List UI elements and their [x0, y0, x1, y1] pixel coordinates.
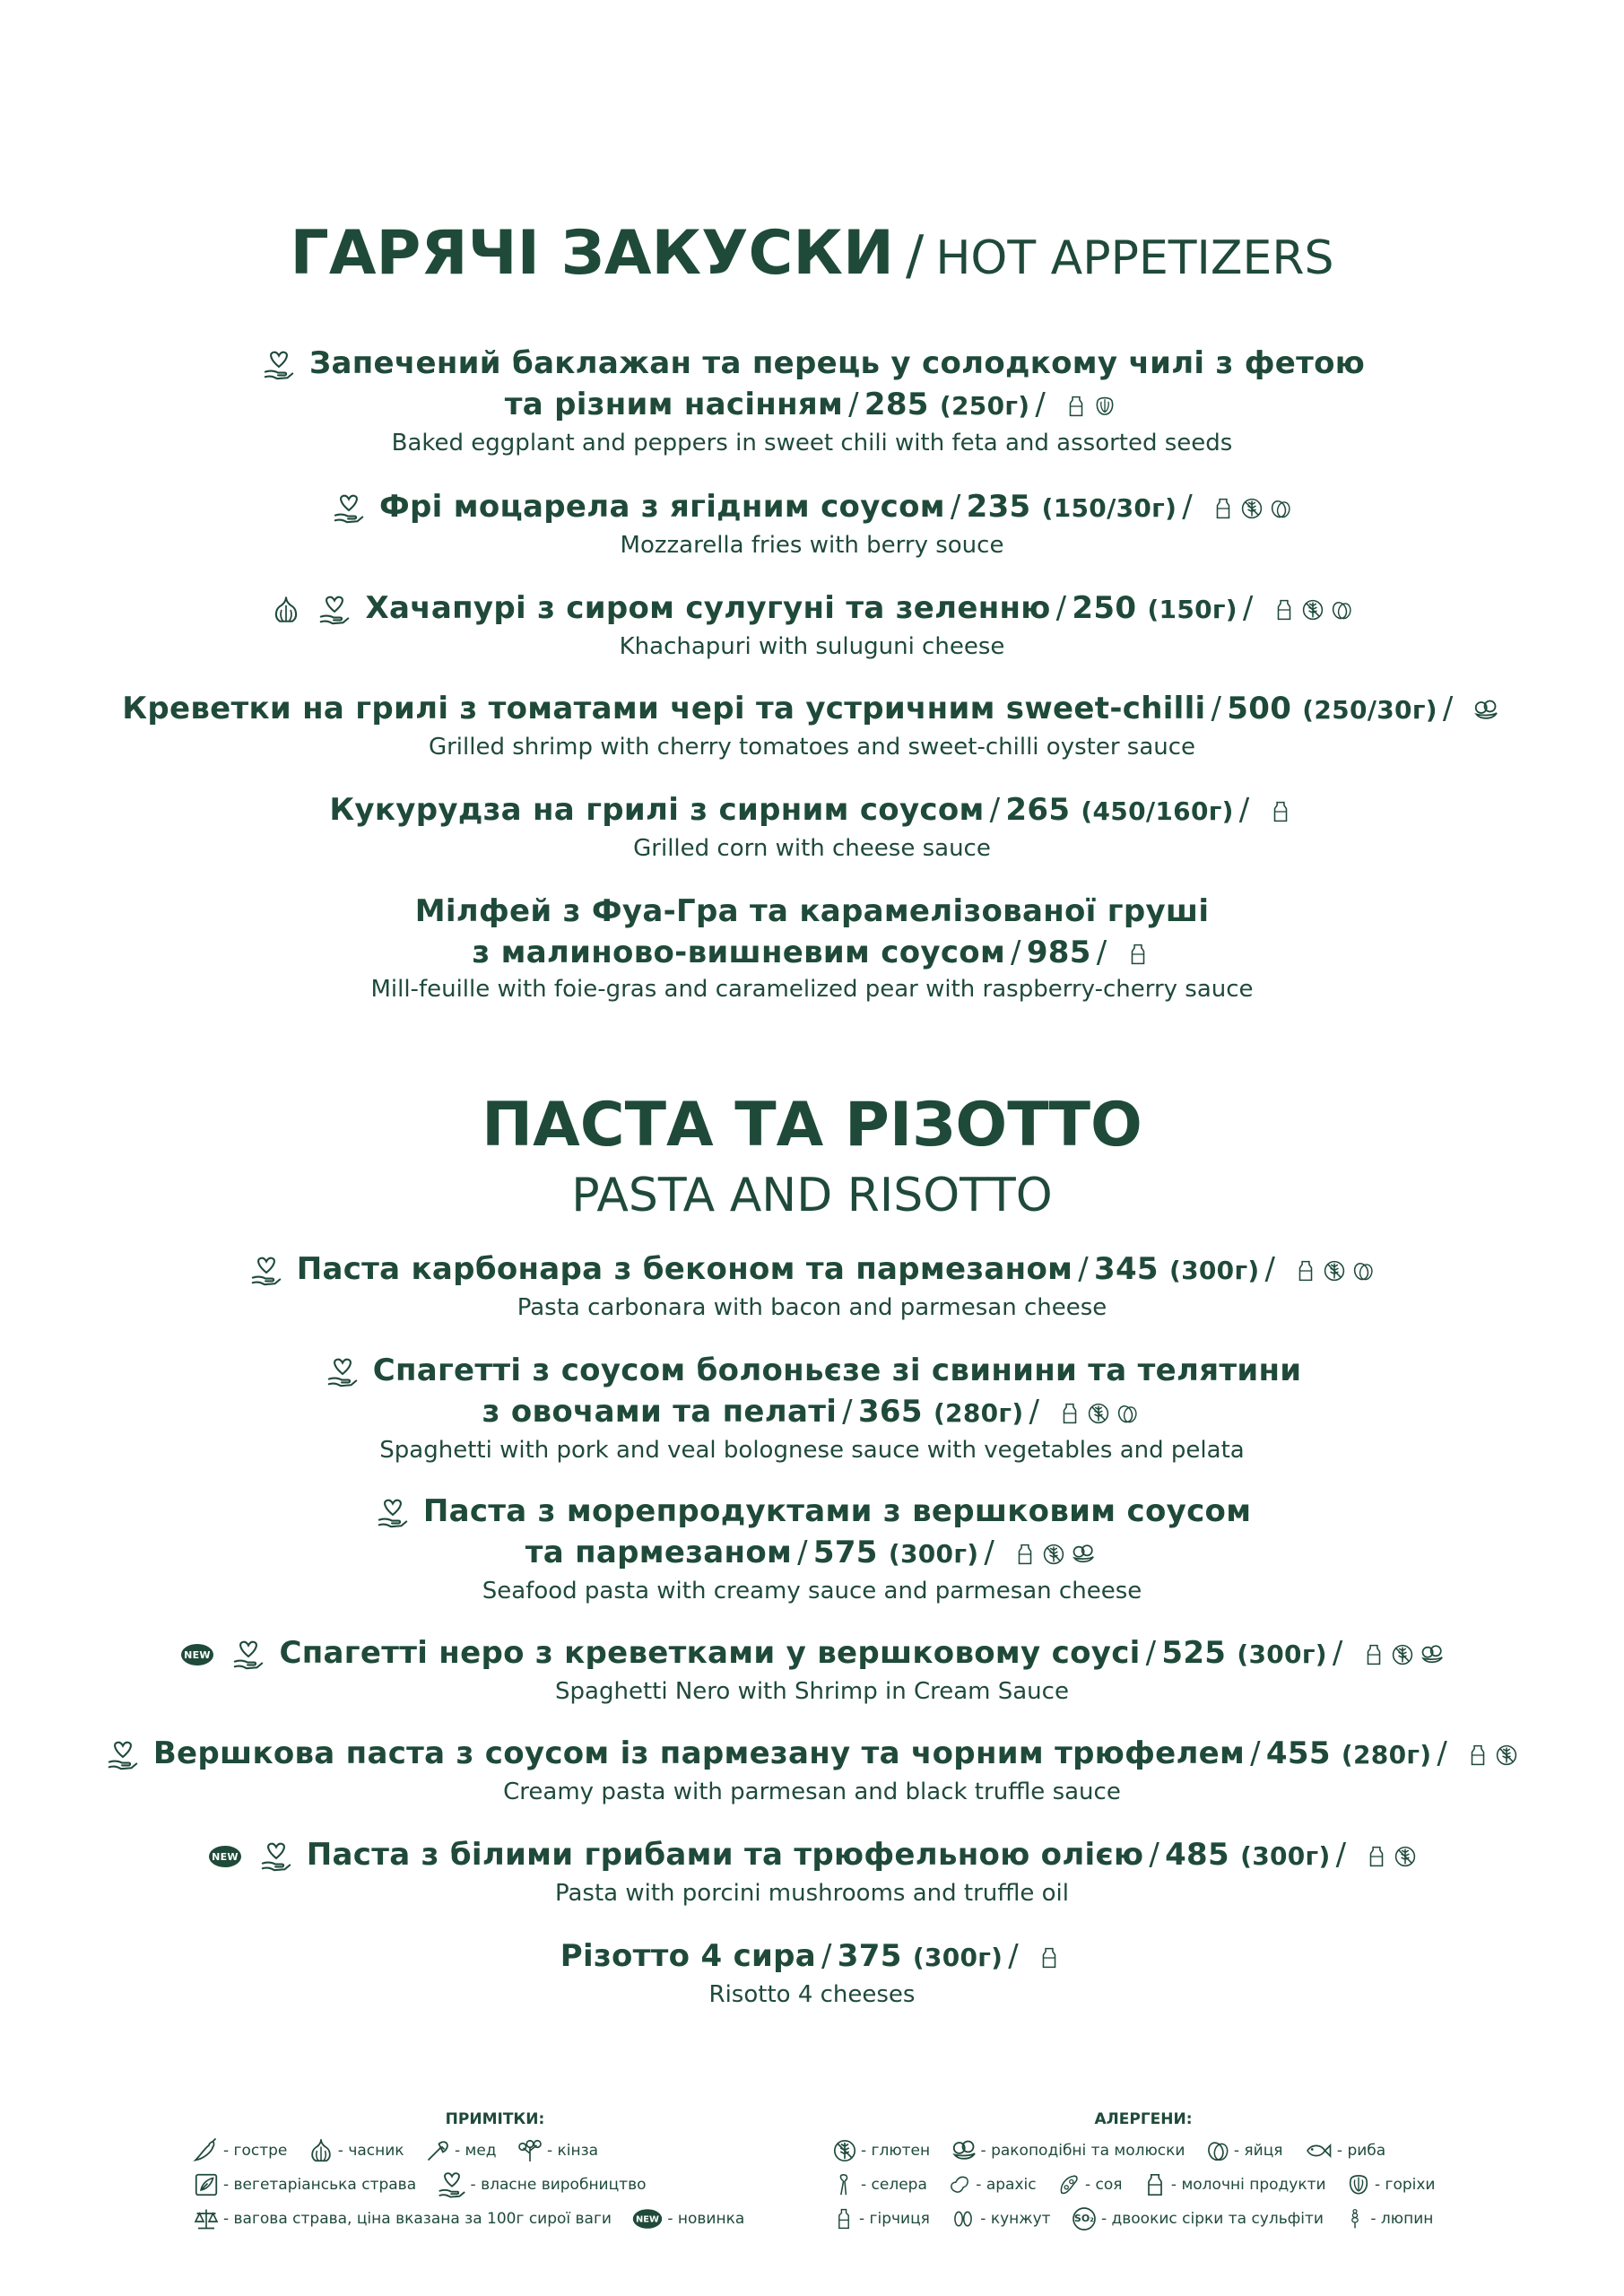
section-title-ua: ГАРЯЧІ ЗАКУСКИ: [290, 218, 894, 289]
shellfish-icon: [951, 2137, 977, 2164]
legend-peanut: - арахіс: [976, 2176, 1037, 2194]
vegetarian-icon: [193, 2171, 220, 2198]
weight: (250г): [939, 391, 1030, 421]
dairy-icon: [1038, 1946, 1061, 1970]
legend-dairy: - молочні продукти: [1170, 2176, 1326, 2194]
price: 235: [966, 489, 1031, 525]
dish-name-en: Khachapuri with suluguni cheese: [619, 633, 1005, 660]
gluten-icon: [1087, 1402, 1110, 1425]
new-icon: [631, 2203, 664, 2235]
weight: (300г): [1169, 1256, 1260, 1285]
dairy-icon: [1058, 1402, 1081, 1425]
price: 365: [857, 1394, 923, 1430]
weight: (150/30г): [1041, 493, 1177, 523]
dish-name-en: Spaghetti Nero with Shrimp in Cream Sauce: [555, 1678, 1069, 1705]
weight: (450/160г): [1081, 796, 1234, 826]
chili-icon: [193, 2137, 220, 2164]
section-title-ua: ПАСТА ТА РІЗОТТО: [482, 1090, 1142, 1161]
own-production-icon: [249, 1254, 283, 1288]
weight: (300г): [888, 1539, 979, 1569]
menu-item: Фрі моцарела з ягідним соусом / 235 (150/30г) / Mozzarella fries with berry souce: [0, 486, 1624, 561]
lupin-icon: [1343, 2206, 1367, 2231]
dairy-icon: [1272, 598, 1296, 622]
dish-name-ua: Кукурудза на грилі з сирним соусом: [329, 792, 985, 828]
sulfites-icon: [1071, 2205, 1098, 2232]
dish-name-ua-cont: з малиново-вишневим соусом: [472, 935, 1006, 970]
legend-shellfish: - ракоподібні та молюски: [980, 2142, 1185, 2160]
title-slash: /: [906, 224, 925, 287]
menu-item: Вершкова паста з соусом із пармезану та чорним трюфелем / 455 (280г) / Creamy pasta with parmesan and black truffle sauce: [0, 1733, 1624, 1808]
dairy-icon: [1064, 395, 1088, 418]
dairy-icon: [1013, 1543, 1037, 1566]
legend-lupin: - люпин: [1370, 2210, 1434, 2228]
shellfish-icon: [1472, 697, 1499, 724]
gluten-icon: [1240, 497, 1264, 520]
legend-own: - власне виробництво: [470, 2176, 647, 2194]
price: 985: [1026, 935, 1091, 970]
gluten-icon: [1391, 1643, 1414, 1666]
nuts-icon: [1093, 395, 1116, 418]
legend-spicy: - гостре: [223, 2142, 288, 2160]
own-production-icon: [376, 1496, 410, 1530]
legend-celery: - селера: [861, 2176, 927, 2194]
dish-name-en: Mozzarella fries with berry souce: [620, 532, 1004, 559]
legend-mustard: - гірчиця: [859, 2210, 930, 2228]
legend-sesame: - кунжут: [980, 2210, 1051, 2228]
own-production-icon: [317, 593, 352, 627]
section-title-pasta-risotto: [0, 1087, 1624, 1227]
menu-item: Кукурудза на грилі з сирним соусом / 265 (450/160г) / Grilled corn with cheese sauce: [0, 789, 1624, 865]
price: 575: [812, 1535, 878, 1570]
eggs-icon: [1330, 598, 1353, 622]
sesame-icon: [950, 2206, 977, 2231]
eggs-icon: [1205, 2138, 1230, 2163]
menu-item: Креветки на грилі з томатами чері та устричним sweet-chilli / 500 (250/30г) / Grilled shrimp with cherry tomatoes and sweet-chilli oyster sauce: [0, 688, 1624, 763]
legend-garlic: - часник: [337, 2142, 404, 2160]
price: 345: [1094, 1251, 1159, 1287]
dairy-icon: [1142, 2172, 1168, 2197]
dish-name-en: Baked eggplant and peppers in sweet chili with feta and assorted seeds: [391, 430, 1233, 457]
dairy-icon: [1269, 800, 1292, 823]
dish-name-ua: Паста карбонара з беконом та пармезаном: [296, 1251, 1073, 1287]
legend-vegetarian: - вегетаріанська страва: [223, 2176, 417, 2194]
price: 525: [1161, 1635, 1227, 1671]
celery-icon: [832, 2172, 857, 2197]
peanut-icon: [947, 2172, 972, 2197]
own-production-icon: [437, 2170, 467, 2200]
allergens-title: АЛЕРГЕНИ:: [1094, 2110, 1193, 2128]
legend-fish: - риба: [1336, 2142, 1386, 2160]
dish-name-ua: Різотто 4 сира: [560, 1938, 817, 1974]
dish-name-en: Spaghetti with pork and veal bolognese sauce with vegetables and pelata: [379, 1437, 1245, 1464]
dish-name-ua: Спагетті неро з креветками у вершковому соусі: [279, 1635, 1141, 1671]
scale-icon: [193, 2205, 220, 2232]
own-production-icon: [106, 1738, 140, 1772]
menu-item: Спагетті з соусом болоньєзе зі свинини та телятини з овочами та пелаті / 365 (280г) / Spaghetti with pork and veal bolognese sauce with vegetables and pelata: [0, 1350, 1624, 1466]
weight: (300г): [912, 1943, 1003, 1972]
price: 250: [1072, 590, 1137, 626]
notes-legend: [190, 2110, 800, 2236]
legend-soy: - соя: [1085, 2176, 1123, 2194]
menu-item: Спагетті неро з креветками у вершковому соусі / 525 (300г) / Spaghetti Nero with Shrimp in Cream Sauce: [0, 1632, 1624, 1708]
dish-name-ua: Спагетті з соусом болоньєзе зі свинини та телятини: [372, 1352, 1302, 1388]
price: 485: [1165, 1837, 1229, 1873]
dairy-icon: [1362, 1643, 1385, 1666]
dish-name-ua: Фрі моцарела з ягідним соусом: [379, 489, 945, 525]
dairy-icon: [1126, 943, 1150, 966]
garlic-icon: [308, 2137, 334, 2164]
legend-sulfites: - двоокис сірки та сульфіти: [1100, 2210, 1324, 2228]
mustard-icon: [832, 2206, 855, 2231]
gluten-icon: [1394, 1845, 1417, 1868]
menu-item: Мілфей з Фуа-Гра та карамелізованої груші з малиново-вишневим соусом / 985 / Mill-feuille with foie-gras and caramelized pear with raspberry-cherry sauce: [0, 891, 1624, 1005]
own-production-icon: [259, 1839, 293, 1874]
own-production-icon: [262, 348, 296, 382]
dish-name-en: Mill-feuille with foie-gras and caramelized pear with raspberry-cherry sauce: [370, 976, 1254, 1003]
dish-name-ua: Хачапурі з сиром сулугуні та зеленню: [365, 590, 1051, 626]
so2-label: SO₂: [1073, 2213, 1094, 2224]
legend-gluten: - глютен: [861, 2142, 931, 2160]
price: 265: [1005, 792, 1071, 828]
cilantro-icon: [517, 2137, 543, 2164]
own-production-icon: [332, 491, 366, 526]
legend-new: - новинка: [667, 2210, 745, 2228]
section-title-en: PASTA AND RISOTTO: [571, 1169, 1053, 1222]
eggs-icon: [1351, 1259, 1375, 1283]
dish-name-ua: Паста з морепродуктами з вершковим соусом: [422, 1493, 1252, 1529]
menu-item: Різотто 4 сира / 375 (300г) / Risotto 4 cheeses: [0, 1935, 1624, 2011]
gluten-icon: [1495, 1744, 1518, 1767]
dish-name-en: Risotto 4 cheeses: [708, 1981, 916, 2008]
price: 285: [864, 387, 929, 422]
menu-item: Паста з морепродуктами з вершковим соусом та пармезаном / 575 (300г) / Seafood pasta with creamy sauce and parmesan cheese: [0, 1491, 1624, 1607]
garlic-icon: [271, 595, 301, 625]
notes-title: ПРИМІТКИ:: [445, 2110, 545, 2128]
nuts-icon: [1346, 2172, 1371, 2197]
dish-name-ua-cont: з овочами та пелаті: [482, 1394, 838, 1430]
legend-cilantro: - кінза: [546, 2142, 599, 2160]
weight: (250/30г): [1302, 695, 1437, 725]
own-production-icon: [231, 1638, 265, 1672]
legend-nuts: - горіхи: [1374, 2176, 1436, 2194]
eggs-icon: [1269, 497, 1292, 520]
dairy-icon: [1294, 1259, 1317, 1283]
weight: (300г): [1237, 1639, 1327, 1669]
dairy-icon: [1365, 1845, 1388, 1868]
eggs-icon: [1116, 1402, 1139, 1425]
shellfish-icon: [1420, 1642, 1445, 1667]
legend-eggs: - яйця: [1233, 2142, 1283, 2160]
menu-item: Хачапурі з сиром сулугуні та зеленню / 250 (150г) / Khachapuri with suluguni cheese: [0, 587, 1624, 663]
dairy-icon: [1466, 1744, 1489, 1767]
honey-icon: [424, 2137, 451, 2164]
gluten-icon: [1042, 1543, 1065, 1566]
weight: (280г): [933, 1398, 1024, 1428]
own-production-icon: [326, 1355, 360, 1389]
shellfish-icon: [1071, 1542, 1096, 1567]
dairy-icon: [1211, 497, 1235, 520]
fish-icon: [1303, 2137, 1333, 2164]
weight: (150г): [1147, 595, 1238, 624]
gluten-icon: [832, 2138, 857, 2163]
menu-item: Паста з білими грибами та трюфельною олією / 485 (300г) / Pasta with porcini mushrooms and truffle oil: [0, 1834, 1624, 1909]
section-title-en: HOT APPETIZERS: [935, 231, 1334, 285]
allergens-legend: [829, 2110, 1457, 2236]
dish-name-ua: Паста з білими грибами та трюфельною олією: [306, 1837, 1144, 1873]
dish-name-ua: Мілфей з Фуа-Гра та карамелізованої груші: [414, 893, 1210, 929]
dish-name-ua: Креветки на грилі з томатами чері та устричним sweet-chilli: [122, 691, 1206, 726]
dish-name-en: Pasta with porcini mushrooms and truffle oil: [554, 1880, 1069, 1907]
weight: (280г): [1341, 1740, 1432, 1770]
legend-weighted: - вагова страва, ціна вказана за 100г сирої ваги: [223, 2210, 612, 2228]
dish-name-en: Grilled shrimp with cherry tomatoes and sweet-chilli oyster sauce: [428, 734, 1196, 761]
price: 455: [1265, 1735, 1331, 1771]
dish-name-ua-cont: та різним насінням: [504, 387, 844, 422]
price: 500: [1227, 691, 1292, 726]
soy-icon: [1056, 2172, 1081, 2197]
dish-name-en: Grilled corn with cheese sauce: [633, 835, 991, 862]
gluten-icon: [1323, 1259, 1346, 1283]
dish-name-en: Seafood pasta with creamy sauce and parmesan cheese: [482, 1578, 1142, 1605]
new-icon: [179, 1637, 215, 1673]
new-icon: [207, 1839, 243, 1874]
weight: (300г): [1240, 1841, 1331, 1871]
dish-name-en: Creamy pasta with parmesan and black truffle sauce: [503, 1779, 1121, 1805]
gluten-icon: [1301, 598, 1324, 622]
section-title-hot-appetizers: [0, 218, 1624, 290]
legend-honey: - мед: [454, 2142, 497, 2160]
dish-name-ua-cont: та пармезаном: [525, 1535, 793, 1570]
price: 375: [837, 1938, 902, 1974]
menu-item: Паста карбонара з беконом та пармезаном / 345 (300г) / Pasta carbonara with bacon and parmesan cheese: [0, 1248, 1624, 1324]
menu-item: Запечений баклажан та перець у солодкому чилі з фетою та різним насінням / 285 (250г) / Baked eggplant and peppers in sweet chili with feta and assorted seeds: [0, 343, 1624, 459]
dish-name-ua: Вершкова паста з соусом із пармезану та чорним трюфелем: [152, 1735, 1246, 1771]
dish-name-ua: Запечений баклажан та перець у солодкому чилі з фетою: [309, 345, 1366, 381]
dish-name-en: Pasta carbonara with bacon and parmesan cheese: [517, 1294, 1107, 1321]
